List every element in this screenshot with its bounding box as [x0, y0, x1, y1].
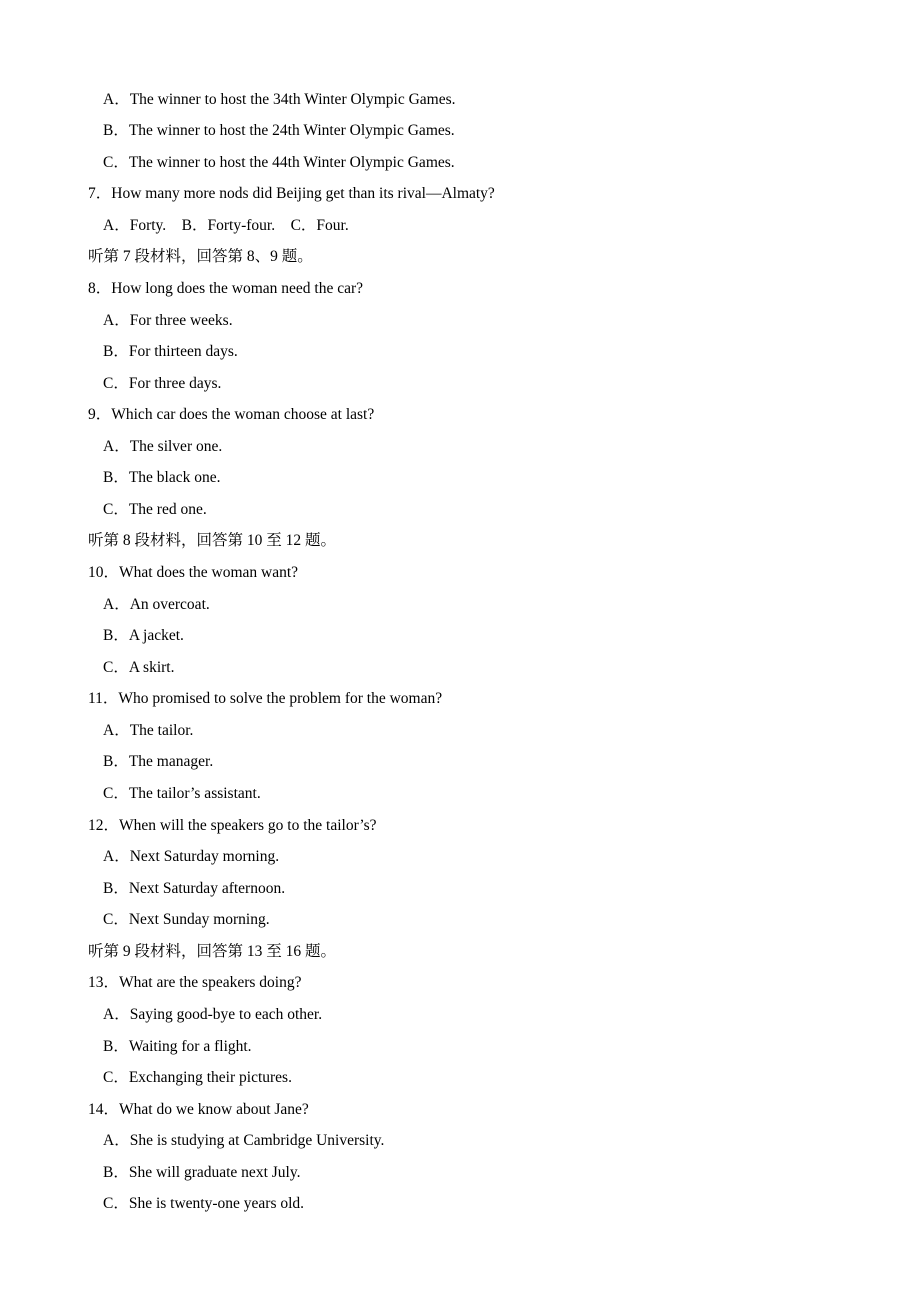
question-line: 14．What do we know about Jane?	[88, 1101, 309, 1118]
option-line: C．A skirt.	[103, 659, 175, 676]
option-line: C．The red one.	[103, 501, 207, 518]
option-line: A．She is studying at Cambridge University.	[103, 1132, 385, 1149]
option-line: B．For thirteen days.	[103, 343, 238, 360]
option-line: C．She is twenty-one years old.	[103, 1195, 305, 1212]
section-heading: 听第 9 段材料，回答第 13 至 16 题。	[88, 943, 337, 960]
section-heading: 听第 7 段材料，回答第 8、9 题。	[88, 248, 313, 265]
question-line: 12．When will the speakers go to the tailor’s?	[88, 817, 377, 834]
question-line: 13．What are the speakers doing?	[88, 974, 302, 991]
option-line: B．Waiting for a flight.	[103, 1038, 252, 1055]
option-line: C．Exchanging their pictures.	[103, 1069, 292, 1086]
option-line: A．Saying good-bye to each other.	[103, 1006, 323, 1023]
option-line: B．The black one.	[103, 469, 221, 486]
question-line: 11．Who promised to solve the problem for the woman?	[88, 690, 443, 707]
option-line: C．The winner to host the 44th Winter Olympic Games.	[103, 154, 455, 171]
question-line: 9．Which car does the woman choose at last?	[88, 406, 375, 423]
option-line: B．She will graduate next July.	[103, 1164, 301, 1181]
question-line: 7．How many more nods did Beijing get than its rival—Almaty?	[88, 185, 495, 202]
option-line: C．Next Sunday morning.	[103, 911, 270, 928]
question-line: 8．How long does the woman need the car?	[88, 280, 364, 297]
option-line: B．The manager.	[103, 753, 214, 770]
option-line: A．An overcoat.	[103, 596, 210, 613]
section-heading: 听第 8 段材料，回答第 10 至 12 题。	[88, 532, 337, 549]
option-line: C．The tailor’s assistant.	[103, 785, 261, 802]
option-line: C．For three days.	[103, 375, 222, 392]
option-line: A．The silver one.	[103, 438, 223, 455]
question-line: 10．What does the woman want?	[88, 564, 299, 581]
option-line: A．The winner to host the 34th Winter Olympic Games.	[103, 91, 456, 108]
option-line: A．Forty. B．Forty-four. C．Four.	[103, 217, 349, 234]
option-line: B．Next Saturday afternoon.	[103, 880, 286, 897]
option-line: A．Next Saturday morning.	[103, 848, 280, 865]
option-line: B．The winner to host the 24th Winter Olympic Games.	[103, 122, 455, 139]
option-line: B．A jacket.	[103, 627, 184, 644]
option-line: A．For three weeks.	[103, 312, 233, 329]
option-line: A．The tailor.	[103, 722, 194, 739]
